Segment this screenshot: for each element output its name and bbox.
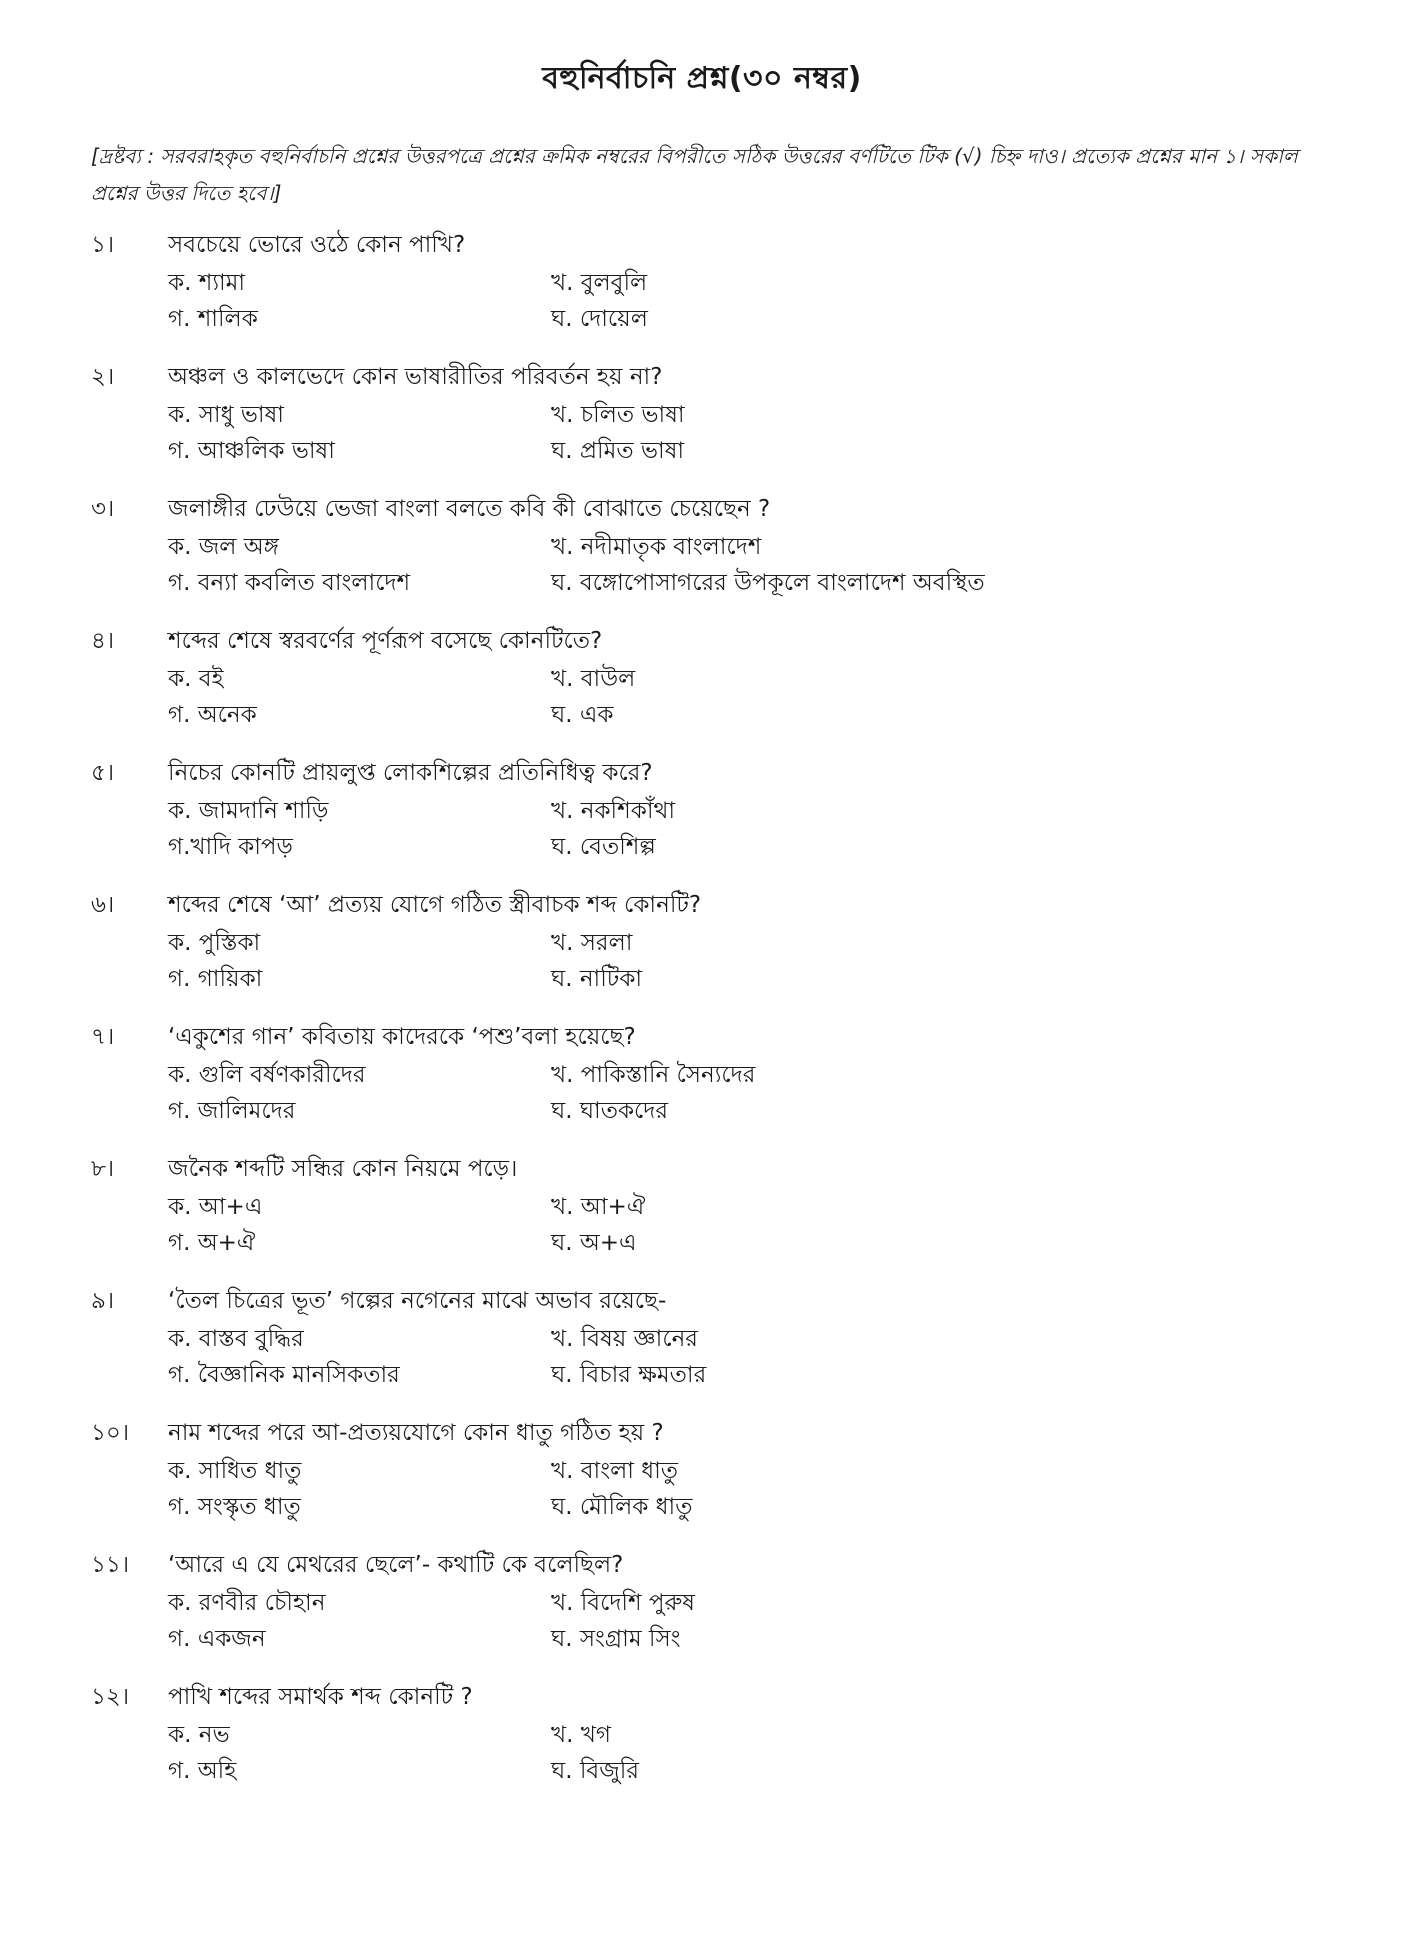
- option-ka: ক. জল অঙ্গ: [168, 534, 279, 560]
- option-gha: ঘ. সংগ্রাম সিং: [551, 1626, 681, 1652]
- option-kha: খ. বাউল: [551, 666, 636, 692]
- question-item: [91, 622, 1321, 754]
- option-kha: খ. সরলা: [551, 930, 633, 956]
- question-item: [91, 1282, 1321, 1414]
- option-ga: গ. অনেক: [168, 702, 257, 728]
- question-text: শব্দের শেষে ‘আ’ প্রত্যয় যোগে গঠিত স্ত্রীবাচক শব্দ কোনটি?: [168, 892, 702, 918]
- option-ka: ক. আ+এ: [168, 1194, 263, 1220]
- question-item: [91, 1018, 1321, 1150]
- question-text: নাম শব্দের পরে আ-প্রত্যয়যোগে কোন ধাতু গঠিত হয় ?: [168, 1420, 664, 1446]
- option-gha: ঘ. দোয়েল: [551, 306, 648, 332]
- option-ga: গ. বন্যা কবলিত বাংলাদেশ: [168, 570, 411, 596]
- option-kha: খ. বাংলা ধাতু: [551, 1458, 679, 1484]
- question-text: অঞ্চল ও কালভেদে কোন ভাষারীতির পরিবর্তন হয় না?: [168, 364, 663, 390]
- option-kha: খ. বিদেশি পুরুষ: [551, 1590, 695, 1616]
- option-ka: ক. বাস্তব বুদ্ধির: [168, 1326, 304, 1352]
- option-gha: ঘ. বিজুরি: [551, 1758, 640, 1784]
- question-number: ৯।: [91, 1288, 115, 1314]
- option-ka: ক. রণবীর চৌহান: [168, 1590, 326, 1616]
- option-ga: গ. শালিক: [168, 306, 258, 332]
- question-number: ৭।: [91, 1024, 115, 1050]
- option-ka: ক. পুস্তিকা: [168, 930, 261, 956]
- option-kha: খ. পাকিস্তানি সৈন্যদের: [551, 1062, 756, 1088]
- option-ka: ক. জামদানি শাড়ি: [168, 798, 329, 824]
- option-ga: গ. একজন: [168, 1626, 266, 1652]
- option-gha: ঘ. বেতশিল্প: [551, 834, 656, 860]
- question-text: ‘তৈল চিত্রের ভূত’ গল্পের নগেনের মাঝে অভাব রয়েছে-: [168, 1288, 667, 1314]
- option-ga: গ. বৈজ্ঞানিক মানসিকতার: [168, 1362, 400, 1388]
- option-ga: গ. অহি: [168, 1758, 237, 1784]
- option-ga: গ.খাদি কাপড়: [168, 834, 293, 860]
- question-item: [91, 1546, 1321, 1678]
- question-text: জনৈক শব্দটি সন্ধির কোন নিয়মে পড়ে।: [168, 1156, 518, 1182]
- question-number: ২।: [91, 364, 115, 390]
- question-item: [91, 1150, 1321, 1282]
- question-text: নিচের কোনটি প্রায়লুপ্ত লোকশিল্পের প্রতিনিধিত্ব করে?: [168, 760, 653, 786]
- question-text: ‘একুশের গান’ কবিতায় কাদেরকে ‘পশু’বলা হয়েছে?: [168, 1024, 636, 1050]
- question-text: পাখি শব্দের সমার্থক শব্দ কোনটি ?: [168, 1684, 473, 1710]
- question-list: [91, 226, 1321, 1810]
- question-item: [91, 754, 1321, 886]
- option-gha: ঘ. বঙ্গোপোসাগরের উপকূলে বাংলাদেশ অবস্থিত: [551, 570, 985, 596]
- option-gha: ঘ. প্রমিত ভাষা: [551, 438, 685, 464]
- option-ka: ক. নভ: [168, 1722, 230, 1748]
- question-text: ‘আরে এ যে মেথরের ছেলে’- কথাটি কে বলেছিল?: [168, 1552, 624, 1578]
- question-number: ১০।: [91, 1420, 130, 1446]
- question-item: [91, 226, 1321, 358]
- question-number: ৪।: [91, 628, 115, 654]
- option-kha: খ. চলিত ভাষা: [551, 402, 685, 428]
- option-ga: গ. সংস্কৃত ধাতু: [168, 1494, 301, 1520]
- option-ga: গ. জালিমদের: [168, 1098, 296, 1124]
- option-gha: ঘ. ঘাতকদের: [551, 1098, 669, 1124]
- option-ka: ক. গুলি বর্ষণকারীদের: [168, 1062, 366, 1088]
- question-number: ৫।: [91, 760, 115, 786]
- option-kha: খ. বুলবুলি: [551, 270, 648, 296]
- option-kha: খ. নকশিকাঁথা: [551, 798, 676, 824]
- option-ga: গ. গায়িকা: [168, 966, 263, 992]
- instruction-note: [দ্রষ্টব্য : সরবরাহকৃত বহুনির্বাচনি প্রশ্নের উত্তরপত্রে প্রশ্নের ক্রমিক নম্বরের বিপরীতে সঠিক উত্তরের বর্ণটিতে টিক (√) চিহ্ন দাও। প্রত্যেক প্রশ্নের মান ১। সকাল প্রশ্নের উত্তর দিতে হবে।]: [91, 144, 1298, 205]
- question-number: ১২।: [91, 1684, 130, 1710]
- option-kha: খ. খগ: [551, 1722, 611, 1748]
- question-item: [91, 1678, 1321, 1810]
- option-gha: ঘ. অ+এ: [551, 1230, 637, 1256]
- option-kha: খ. বিষয় জ্ঞানের: [551, 1326, 698, 1352]
- option-ka: ক. সাধিত ধাতু: [168, 1458, 302, 1484]
- option-kha: খ. আ+ঐ: [551, 1194, 646, 1220]
- question-number: ৬।: [91, 892, 115, 918]
- option-gha: ঘ. নাটিকা: [551, 966, 643, 992]
- question-number: ১।: [91, 232, 115, 258]
- option-kha: খ. নদীমাতৃক বাংলাদেশ: [551, 534, 762, 560]
- question-item: [91, 358, 1321, 490]
- option-ga: গ. অ+ঐ: [168, 1230, 256, 1256]
- option-ka: ক. শ্যামা: [168, 270, 246, 296]
- question-item: [91, 1414, 1321, 1546]
- question-text: শব্দের শেষে স্বরবর্ণের পূর্ণরূপ বসেছে কোনটিতে?: [168, 628, 603, 654]
- option-gha: ঘ. এক: [551, 702, 614, 728]
- question-number: ৮।: [91, 1156, 115, 1182]
- question-number: ৩।: [91, 496, 115, 522]
- question-text: জলাঙ্গীর ঢেউয়ে ভেজা বাংলা বলতে কবি কী বোঝাতে চেয়েছেন ?: [168, 496, 771, 522]
- option-ka: ক. সাধু ভাষা: [168, 402, 284, 428]
- option-ka: ক. বই: [168, 666, 224, 692]
- option-gha: ঘ. বিচার ক্ষমতার: [551, 1362, 707, 1388]
- question-text: সবচেয়ে ভোরে ওঠে কোন পাখি?: [168, 232, 466, 258]
- question-item: [91, 886, 1321, 1018]
- question-item: [91, 490, 1321, 622]
- question-number: ১১।: [91, 1552, 130, 1578]
- page-title: বহুনির্বাচনি প্রশ্ন(৩০ নম্বর): [542, 61, 862, 96]
- option-gha: ঘ. মৌলিক ধাতু: [551, 1494, 693, 1520]
- option-ga: গ. আঞ্চলিক ভাষা: [168, 438, 335, 464]
